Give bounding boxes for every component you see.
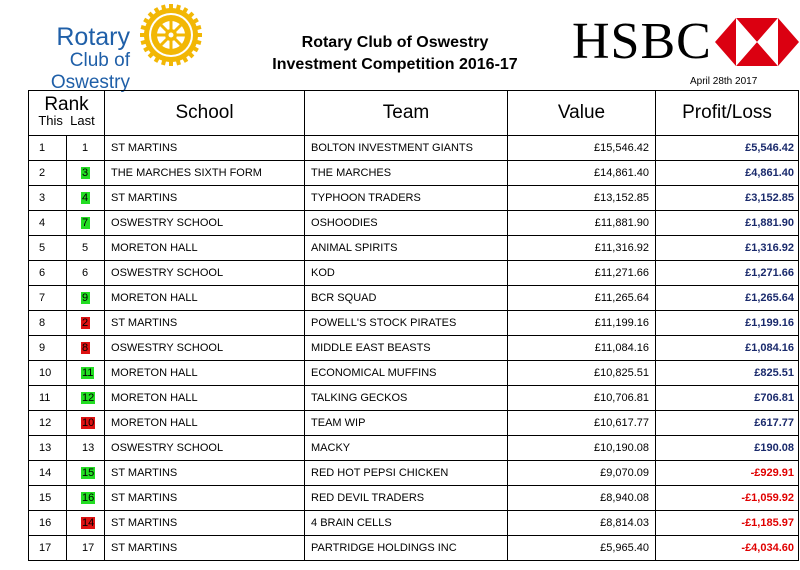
profit-loss-column-header: Profit/Loss bbox=[656, 91, 799, 136]
rank-this: 11 bbox=[29, 386, 67, 411]
results-table bbox=[28, 90, 799, 561]
school-cell: MORETON HALL bbox=[105, 361, 305, 386]
team-cell: KOD bbox=[305, 261, 508, 286]
rank-last bbox=[67, 311, 105, 336]
profit-loss-cell: £706.81 bbox=[656, 386, 799, 411]
school-cell: ST MARTINS bbox=[105, 486, 305, 511]
rank-last-value: 16 bbox=[82, 492, 95, 504]
value-cell: £10,825.51 bbox=[508, 361, 656, 386]
rank-last bbox=[67, 486, 105, 511]
school-cell: OSWESTRY SCHOOL bbox=[105, 211, 305, 236]
table-row bbox=[29, 511, 799, 536]
table-row bbox=[29, 336, 799, 361]
rank-last bbox=[67, 386, 105, 411]
rank-last-value: 6 bbox=[82, 267, 89, 279]
rank-last bbox=[67, 536, 105, 561]
hsbc-wordmark: HSBC bbox=[572, 13, 712, 70]
value-cell: £11,271.66 bbox=[508, 261, 656, 286]
rank-this: 5 bbox=[29, 236, 67, 261]
rank-last bbox=[67, 461, 105, 486]
school-cell: OSWESTRY SCHOOL bbox=[105, 436, 305, 461]
value-cell: £8,814.03 bbox=[508, 511, 656, 536]
rank-last bbox=[67, 286, 105, 311]
rank-last-value: 7 bbox=[82, 217, 89, 229]
school-cell: ST MARTINS bbox=[105, 511, 305, 536]
school-cell: ST MARTINS bbox=[105, 136, 305, 161]
profit-loss-cell: £825.51 bbox=[656, 361, 799, 386]
rank-last-value: 12 bbox=[82, 392, 95, 404]
rank-last-value: 4 bbox=[82, 192, 89, 204]
school-cell: MORETON HALL bbox=[105, 286, 305, 311]
team-cell: TALKING GECKOS bbox=[305, 386, 508, 411]
team-cell: MIDDLE EAST BEASTS bbox=[305, 336, 508, 361]
school-cell: MORETON HALL bbox=[105, 411, 305, 436]
table-row bbox=[29, 286, 799, 311]
rank-this: 8 bbox=[29, 311, 67, 336]
school-cell: OSWESTRY SCHOOL bbox=[105, 336, 305, 361]
school-column-header: School bbox=[105, 91, 305, 136]
rank-this: 15 bbox=[29, 486, 67, 511]
rank-last-value: 14 bbox=[82, 517, 95, 529]
rank-this: 4 bbox=[29, 211, 67, 236]
value-column-header: Value bbox=[508, 91, 656, 136]
team-cell: RED DEVIL TRADERS bbox=[305, 486, 508, 511]
value-cell: £14,861.40 bbox=[508, 161, 656, 186]
school-cell: ST MARTINS bbox=[105, 461, 305, 486]
table-row bbox=[29, 436, 799, 461]
rank-label: Rank bbox=[44, 94, 89, 115]
rank-last bbox=[67, 161, 105, 186]
value-cell: £11,265.64 bbox=[508, 286, 656, 311]
profit-loss-cell: -£929.91 bbox=[656, 461, 799, 486]
team-cell: POWELL'S STOCK PIRATES bbox=[305, 311, 508, 336]
table-row bbox=[29, 461, 799, 486]
team-cell: OSHOODIES bbox=[305, 211, 508, 236]
rank-last-value: 5 bbox=[82, 242, 89, 254]
table-header-row bbox=[29, 91, 799, 136]
table-row bbox=[29, 311, 799, 336]
profit-loss-cell: £1,084.16 bbox=[656, 336, 799, 361]
profit-loss-cell: £3,152.85 bbox=[656, 186, 799, 211]
value-cell: £11,084.16 bbox=[508, 336, 656, 361]
report-date: April 28th 2017 bbox=[690, 76, 758, 87]
team-cell: ANIMAL SPIRITS bbox=[305, 236, 508, 261]
team-cell: PARTRIDGE HOLDINGS INC bbox=[305, 536, 508, 561]
rank-last bbox=[67, 436, 105, 461]
table-row bbox=[29, 186, 799, 211]
value-cell: £11,199.16 bbox=[508, 311, 656, 336]
profit-loss-cell: £5,546.42 bbox=[656, 136, 799, 161]
school-cell: THE MARCHES SIXTH FORM bbox=[105, 161, 305, 186]
profit-loss-cell: £4,861.40 bbox=[656, 161, 799, 186]
rank-last bbox=[67, 186, 105, 211]
rank-this: 3 bbox=[29, 186, 67, 211]
value-cell: £15,546.42 bbox=[508, 136, 656, 161]
table-row bbox=[29, 261, 799, 286]
rank-this: 6 bbox=[29, 261, 67, 286]
rank-last bbox=[67, 236, 105, 261]
value-cell: £11,881.90 bbox=[508, 211, 656, 236]
rank-last bbox=[67, 361, 105, 386]
rank-this: 16 bbox=[29, 511, 67, 536]
profit-loss-cell: -£1,059.92 bbox=[656, 486, 799, 511]
rank-last bbox=[67, 411, 105, 436]
school-cell: ST MARTINS bbox=[105, 311, 305, 336]
table-row bbox=[29, 236, 799, 261]
team-cell: RED HOT PEPSI CHICKEN bbox=[305, 461, 508, 486]
table-row bbox=[29, 361, 799, 386]
rank-last-value: 8 bbox=[82, 342, 89, 354]
team-cell: THE MARCHES bbox=[305, 161, 508, 186]
team-cell: MACKY bbox=[305, 436, 508, 461]
rank-this: 7 bbox=[29, 286, 67, 311]
hsbc-hexagon-icon bbox=[715, 18, 799, 66]
rank-this: 14 bbox=[29, 461, 67, 486]
school-cell: ST MARTINS bbox=[105, 186, 305, 211]
school-cell: OSWESTRY SCHOOL bbox=[105, 261, 305, 286]
title-line1: Rotary Club of Oswestry bbox=[301, 34, 489, 51]
rank-last-value: 13 bbox=[82, 442, 95, 454]
team-column-header: Team bbox=[305, 91, 508, 136]
rank-last-value: 15 bbox=[82, 467, 95, 479]
rank-last bbox=[67, 336, 105, 361]
rank-last-value: 11 bbox=[82, 367, 94, 379]
school-cell: ST MARTINS bbox=[105, 536, 305, 561]
rank-last-value: 17 bbox=[82, 542, 95, 554]
school-cell: MORETON HALL bbox=[105, 386, 305, 411]
rank-this: 9 bbox=[29, 336, 67, 361]
value-cell: £5,965.40 bbox=[508, 536, 656, 561]
title-line2: Investment Competition 2016-17 bbox=[272, 56, 518, 73]
rank-last bbox=[67, 136, 105, 161]
rank-this: 12 bbox=[29, 411, 67, 436]
team-cell: BCR SQUAD bbox=[305, 286, 508, 311]
table-row bbox=[29, 486, 799, 511]
rank-last bbox=[67, 511, 105, 536]
profit-loss-cell: £617.77 bbox=[656, 411, 799, 436]
table-row bbox=[29, 411, 799, 436]
team-cell: TYPHOON TRADERS bbox=[305, 186, 508, 211]
rank-last-value: 3 bbox=[82, 167, 89, 179]
rotary-line2: Club of Oswestry bbox=[50, 50, 130, 93]
rank-last-value: 10 bbox=[82, 417, 95, 429]
profit-loss-cell: £1,265.64 bbox=[656, 286, 799, 311]
table-row bbox=[29, 386, 799, 411]
value-cell: £10,706.81 bbox=[508, 386, 656, 411]
value-cell: £10,617.77 bbox=[508, 411, 656, 436]
profit-loss-cell: -£4,034.60 bbox=[656, 536, 799, 561]
rank-this: 1 bbox=[29, 136, 67, 161]
profit-loss-cell: £1,881.90 bbox=[656, 211, 799, 236]
rank-this: 13 bbox=[29, 436, 67, 461]
rotary-line1: Rotary bbox=[56, 23, 130, 51]
table-row bbox=[29, 211, 799, 236]
table-row bbox=[29, 161, 799, 186]
profit-loss-cell: £1,316.92 bbox=[656, 236, 799, 261]
this-last-label: This Last bbox=[38, 113, 95, 128]
value-cell: £13,152.85 bbox=[508, 186, 656, 211]
table-row bbox=[29, 536, 799, 561]
rank-column-header bbox=[29, 91, 105, 136]
rotary-wheel-icon bbox=[138, 2, 204, 68]
rank-this: 17 bbox=[29, 536, 67, 561]
rank-last-value: 1 bbox=[82, 142, 89, 154]
rotary-logo-text bbox=[2, 24, 130, 94]
rank-last bbox=[67, 261, 105, 286]
page-title bbox=[240, 32, 550, 76]
rank-this: 2 bbox=[29, 161, 67, 186]
rank-this: 10 bbox=[29, 361, 67, 386]
value-cell: £10,190.08 bbox=[508, 436, 656, 461]
profit-loss-cell: £1,199.16 bbox=[656, 311, 799, 336]
team-cell: TEAM WIP bbox=[305, 411, 508, 436]
page-header bbox=[0, 0, 800, 93]
profit-loss-cell: -£1,185.97 bbox=[656, 511, 799, 536]
team-cell: BOLTON INVESTMENT GIANTS bbox=[305, 136, 508, 161]
team-cell: 4 BRAIN CELLS bbox=[305, 511, 508, 536]
school-cell: MORETON HALL bbox=[105, 236, 305, 261]
value-cell: £8,940.08 bbox=[508, 486, 656, 511]
profit-loss-cell: £1,271.66 bbox=[656, 261, 799, 286]
table-row bbox=[29, 136, 799, 161]
value-cell: £11,316.92 bbox=[508, 236, 656, 261]
rank-last-value: 2 bbox=[82, 317, 89, 329]
rank-last bbox=[67, 211, 105, 236]
team-cell: ECONOMICAL MUFFINS bbox=[305, 361, 508, 386]
value-cell: £9,070.09 bbox=[508, 461, 656, 486]
profit-loss-cell: £190.08 bbox=[656, 436, 799, 461]
rank-last-value: 9 bbox=[82, 292, 89, 304]
